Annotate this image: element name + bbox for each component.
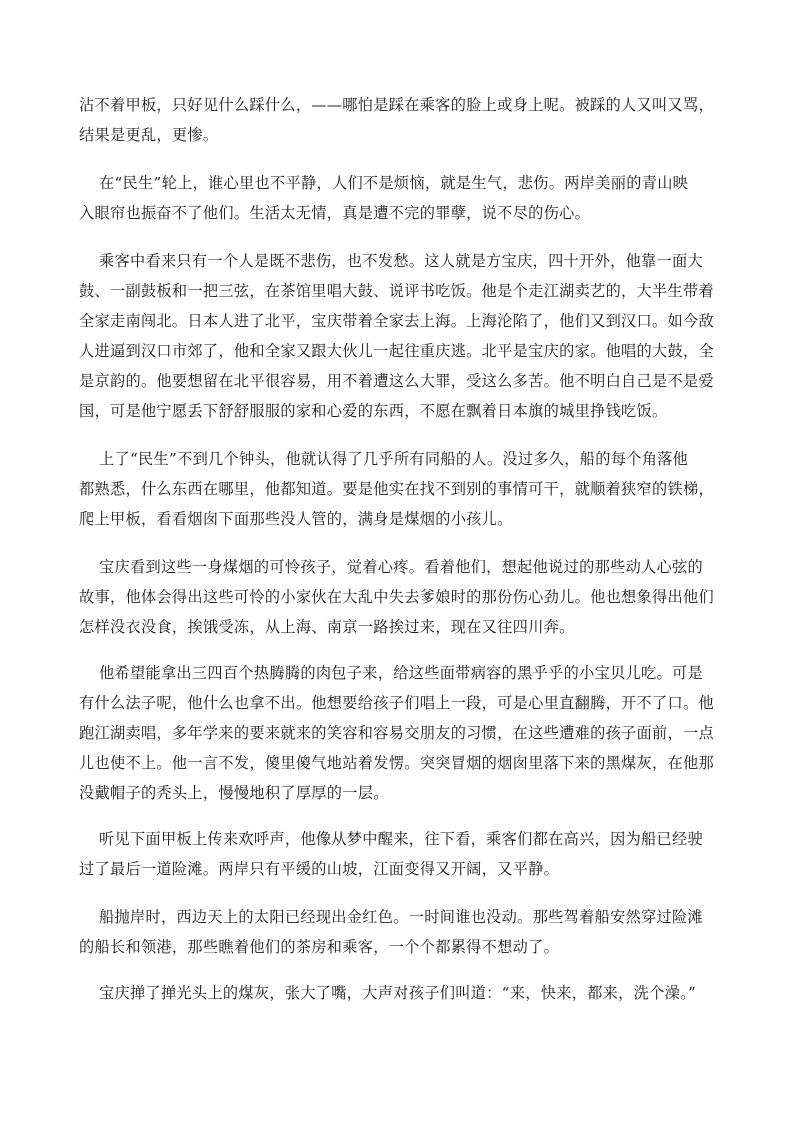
paragraph-8 (79, 902, 739, 962)
paragraph-7 (79, 824, 739, 884)
paragraph-line: 乘客中看来只有一个人是既不悲伤，也不发愁。这人就是方宝庆，四十开外，他靠一面大 (99, 252, 704, 270)
paragraph-3 (79, 246, 739, 426)
paragraph-line: 入眼帘也振奋不了他们。生活太无情，真是遭不完的罪孽，说不尽的伤心。 (79, 204, 591, 222)
paragraph-1 (79, 90, 739, 150)
paragraph-line: 没戴帽子的秃头上，慢慢地积了厚厚的一层。 (79, 784, 389, 802)
paragraph-line: 人进逼到汉口市郊了，他和全家又跟大伙儿一起往重庆逃。北平是宝庆的家。他唱的大鼓，全 (79, 342, 714, 360)
paragraph-line: 他希望能拿出三四百个热腾腾的肉包子来，给这些面带病容的黑乎乎的小宝贝儿吃。可是 (99, 664, 704, 682)
paragraph-5 (79, 552, 739, 642)
paragraph-line: 在“民生”轮上，谁心里也不平静，人们不是烦恼，就是生气，悲伤。两岸美丽的青山映 (99, 174, 689, 192)
paragraph-line: 都熟悉，什么东西在哪里，他都知道。要是他实在找不到别的事情可干，就顺着狭窄的铁梯， (79, 480, 714, 498)
paragraph-6 (79, 658, 739, 808)
paragraph-line: 宝庆掸了掸光头上的煤灰，张大了嘴，大声对孩子们叫道：“来，快来，都来，洗个澡。” (99, 984, 697, 1002)
paragraph-line: 怎样没衣没食，挨饿受冻，从上海、南京一路挨过来，现在又往四川奔。 (79, 618, 575, 636)
paragraph-line: 沾不着甲板，只好见什么踩什么，——哪怕是踩在乘客的脸上或身上呢。被踩的人又叫又骂， (79, 96, 714, 114)
paragraph-line: 结果是更乱，更惨。 (79, 126, 219, 144)
paragraph-line: 的船长和领港，那些瞧着他们的茶房和乘客，一个个都累得不想动了。 (79, 938, 560, 956)
paragraph-line: 全家走南闯北。日本人进了北平，宝庆带着全家去上海。上海沦陷了，他们又到汉口。如今敌 (79, 312, 714, 330)
paragraph-line: 上了“民生”不到几个钟头，他就认得了几乎所有同船的人。没过多久，船的每个角落他 (99, 450, 689, 468)
paragraph-4 (79, 444, 739, 534)
paragraph-2 (79, 168, 739, 228)
paragraph-line: 船抛岸时，西边天上的太阳已经现出金红色。一时间谁也没动。那些驾着船安然穿过险滩 (99, 908, 704, 926)
paragraph-line: 过了最后一道险滩。两岸只有平缓的山坡，江面变得又开阔，又平静。 (79, 860, 560, 878)
paragraph-line: 跑江湖卖唱，多年学来的要来就来的笑容和容易交朋友的习惯，在这些遭难的孩子面前，一点 (79, 724, 714, 742)
paragraph-line: 儿也使不上。他一言不发，傻里傻气地站着发愣。突突冒烟的烟囱里落下来的黑煤灰，在他那 (79, 754, 714, 772)
paragraph-line: 国，可是他宁愿丢下舒舒服服的家和心爱的东西，不愿在飘着日本旗的城里挣钱吃饭。 (79, 402, 668, 420)
paragraph-line: 宝庆看到这些一身煤烟的可怜孩子，觉着心疼。看着他们，想起他说过的那些动人心弦的 (99, 558, 704, 576)
paragraph-line: 有什么法子呢，他什么也拿不出。他想要给孩子们唱上一段，可是心里直翻腾，开不了口。他 (79, 694, 714, 712)
paragraph-line: 故事，他体会得出这些可怜的小家伙在大乱中失去爹娘时的那份伤心劲儿。他也想象得出他们 (79, 588, 714, 606)
paragraph-line: 听见下面甲板上传来欢呼声，他像从梦中醒来，往下看，乘客们都在高兴，因为船已经驶 (99, 830, 704, 848)
paragraph-line: 爬上甲板，看看烟囱下面那些没人管的，满身是煤烟的小孩儿。 (79, 510, 513, 528)
paragraph-9 (79, 978, 739, 1008)
paragraph-line: 鼓、一副鼓板和一把三弦，在茶馆里唱大鼓、说评书吃饭。他是个走江湖卖艺的，大半生带着 (79, 282, 714, 300)
paragraph-line: 是京韵的。他要想留在北平很容易，用不着遭这么大罪，受这么多苦。他不明白自己是不是爱 (79, 372, 714, 390)
